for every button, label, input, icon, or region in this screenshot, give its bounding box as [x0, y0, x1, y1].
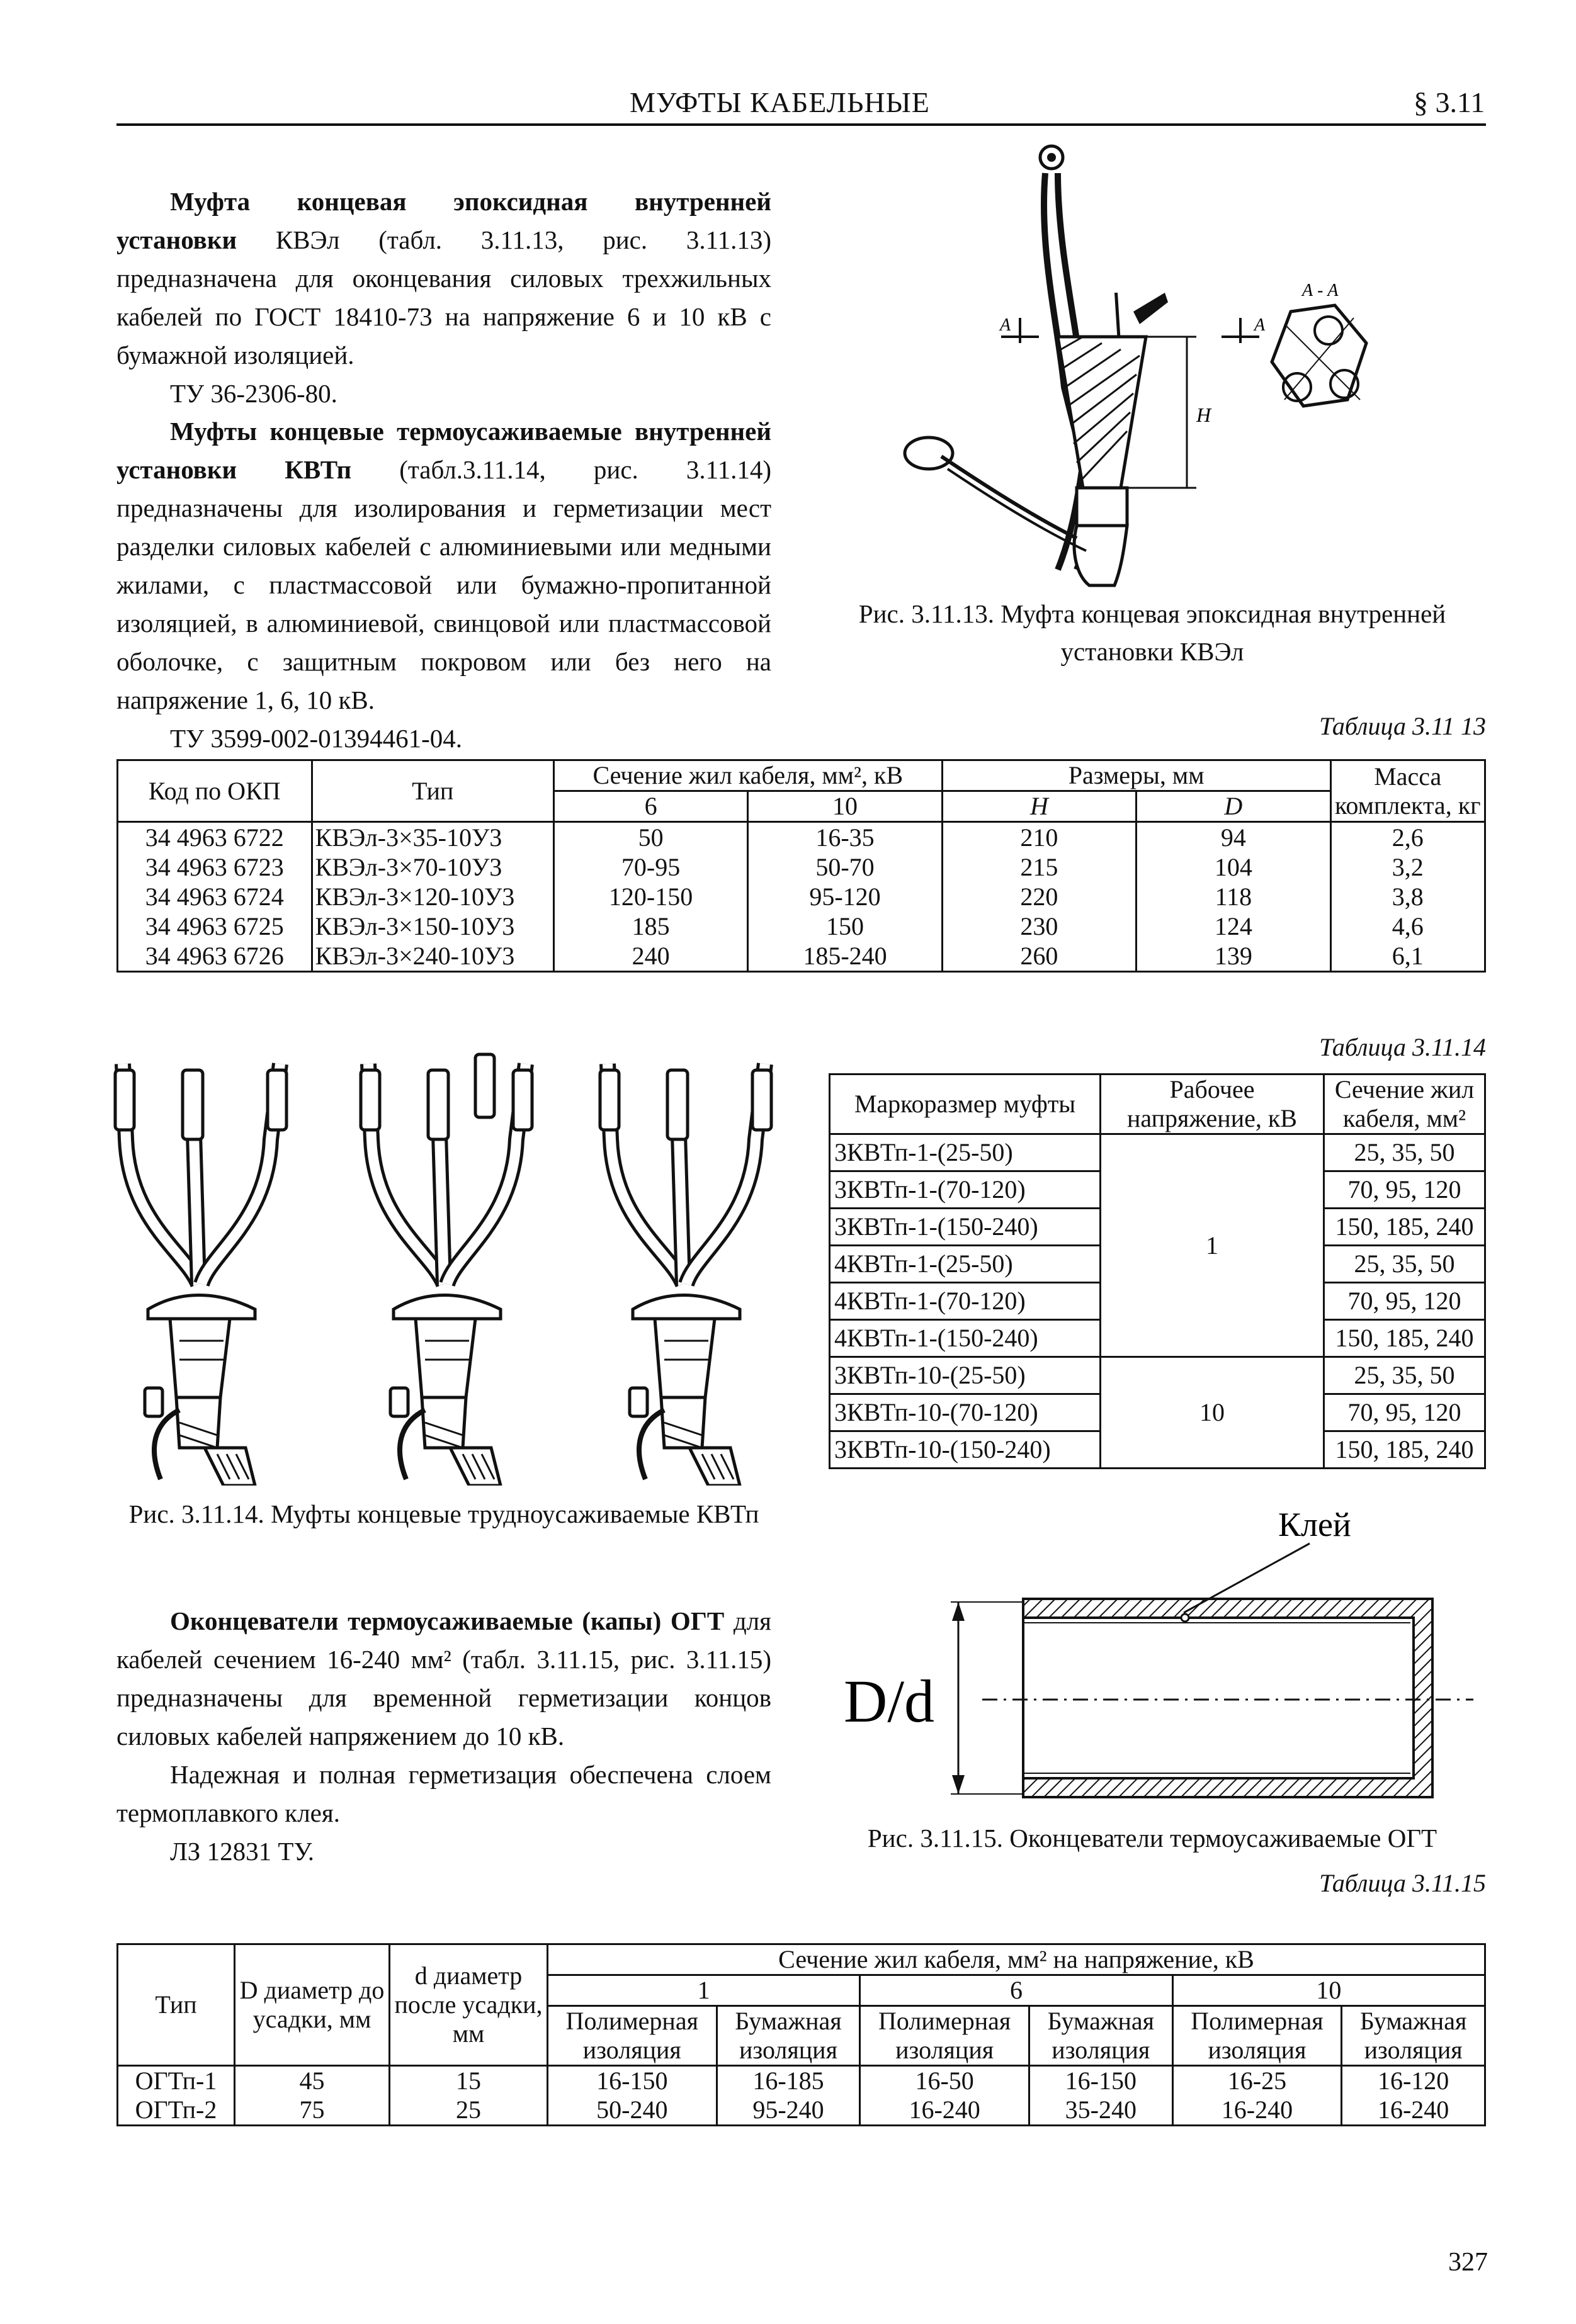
- dd-label: D/d: [844, 1667, 934, 1735]
- t14-h-voltage: Рабочее напряжение, кВ: [1101, 1075, 1324, 1134]
- table-row: [118, 911, 1485, 941]
- t14-h-section: Сечение жил кабеля, мм²: [1324, 1075, 1485, 1134]
- t13-H: 215: [942, 852, 1136, 882]
- t15-b10: 16-120: [1342, 2066, 1485, 2096]
- t13-h-D: D: [1137, 791, 1330, 822]
- table14-caption: Таблица 3.11.14: [1319, 1033, 1486, 1061]
- t13-code: 34 4963 6722: [118, 822, 312, 853]
- table-row: [118, 822, 1485, 853]
- t13-h-code: Код по ОКП: [118, 760, 312, 822]
- t15-b1: 16-185: [717, 2066, 860, 2096]
- t13-s6: 120-150: [553, 882, 747, 911]
- t13-H: 260: [942, 941, 1136, 972]
- kvel-title: Муфта концевая эпоксидная внутренней установки: [116, 187, 771, 254]
- t13-code: 34 4963 6726: [118, 941, 312, 972]
- t14-mark: 3КВТп-10-(70-120): [830, 1394, 1101, 1431]
- fig14-caption: Рис. 3.11.14. Муфты концевые трудноусаживаемые КВТп: [128, 1499, 759, 1528]
- t13-type: КВЭл-3×70-10У3: [312, 852, 553, 882]
- t14-section: 25, 35, 50: [1324, 1134, 1485, 1171]
- t13-h-dims: Размеры, мм: [942, 760, 1330, 791]
- t15-D: 45: [235, 2066, 390, 2096]
- t15-D: 75: [235, 2096, 390, 2126]
- t15-h-D: D диаметр до усадки, мм: [235, 1944, 390, 2066]
- ogt-text2: Надежная и полная герметизация обеспечена слоем термоплавкого клея.: [116, 1760, 771, 1827]
- t13-s10: 185-240: [748, 941, 942, 972]
- figure-3-11-15: [819, 1498, 1486, 1813]
- t14-mark: 4КВТп-1-(150-240): [830, 1320, 1101, 1357]
- figure-3-11-14: [110, 1045, 790, 1486]
- t15-h-poly: Полимерная изоляция: [548, 2006, 717, 2066]
- t14-h-mark: Маркоразмер муфты: [830, 1075, 1101, 1134]
- t15-p6: 16-50: [860, 2066, 1029, 2096]
- t15-h-6: 6: [860, 1975, 1172, 2006]
- t15-b6: 35-240: [1029, 2096, 1172, 2126]
- t15-type: ОГТп-2: [118, 2096, 235, 2126]
- page-number: 327: [1448, 2248, 1488, 2277]
- t13-mass: 4,6: [1330, 911, 1485, 941]
- page-header-title: МУФТЫ КАБЕЛЬНЫЕ: [630, 86, 930, 118]
- t14-section: 25, 35, 50: [1324, 1357, 1485, 1394]
- t14-mark: 4КВТп-1-(70-120): [830, 1283, 1101, 1320]
- t15-p1: 50-240: [548, 2096, 717, 2126]
- ogt-title: Оконцеватели термоусаживаемые (капы) ОГТ: [170, 1606, 725, 1635]
- t13-D: 104: [1137, 852, 1330, 882]
- section-mark-a-left: А: [1000, 315, 1011, 335]
- t13-h-6: 6: [553, 791, 747, 822]
- t13-type: КВЭл-3×120-10У3: [312, 882, 553, 911]
- t15-h-10: 10: [1172, 1975, 1485, 2006]
- t14-section: 150, 185, 240: [1324, 1431, 1485, 1469]
- glue-label: Клей: [1278, 1506, 1351, 1543]
- table-row: [118, 852, 1485, 882]
- table-row: [118, 941, 1485, 972]
- section-view-label: А - А: [1302, 281, 1339, 300]
- paragraph-ogt: [116, 1602, 771, 1871]
- t14-section: 150, 185, 240: [1324, 1209, 1485, 1246]
- t13-mass: 3,8: [1330, 882, 1485, 911]
- t15-p10: 16-25: [1172, 2066, 1342, 2096]
- table-row: [118, 882, 1485, 911]
- t14-mark: 3КВТп-10-(25-50): [830, 1357, 1101, 1394]
- t15-b6: 16-150: [1029, 2066, 1172, 2096]
- t13-s6: 70-95: [553, 852, 747, 882]
- t15-h-paper: Бумажная изоляция: [717, 2006, 860, 2066]
- t13-D: 139: [1137, 941, 1330, 972]
- t13-code: 34 4963 6723: [118, 852, 312, 882]
- t13-D: 118: [1137, 882, 1330, 911]
- t13-s6: 50: [553, 822, 747, 853]
- t13-D: 94: [1137, 822, 1330, 853]
- kvtp-text: (табл.3.11.14, рис. 3.11.14) предназначены для изолирования и герметизации мест разделки силовых кабелей с алюминиевыми или медными жилами, с пластмассовой или бумажно-пропитанной изоляцией, в алюминиевой, свинцовой или пластмассовой оболочке, с защитным покровом или без него на напряжение 1, 6, 10 кВ.: [116, 455, 771, 714]
- t13-s10: 150: [748, 911, 942, 941]
- t15-h-section: Сечение жил кабеля, мм² на напряжение, кВ: [548, 1944, 1485, 1975]
- t13-code: 34 4963 6725: [118, 911, 312, 941]
- table-row: [830, 1134, 1485, 1171]
- section-number: § 3.11: [1414, 86, 1485, 118]
- t13-h-H: Н: [942, 791, 1136, 822]
- table15-caption: Таблица 3.11.15: [1319, 1869, 1486, 1897]
- kvel-text: КВЭл (табл. 3.11.13, рис. 3.11.13) предназначена для оконцевания силовых трехжильных кабелей по ГОСТ 18410-73 на напряжение 6 и 10 кВ с бумажной изоляцией.: [116, 225, 771, 369]
- table13-caption: Таблица 3.11 13: [1319, 712, 1486, 740]
- t14-section: 150, 185, 240: [1324, 1320, 1485, 1357]
- t15-h-poly: Полимерная изоляция: [860, 2006, 1029, 2066]
- t15-d: 15: [390, 2066, 548, 2096]
- t15-h-paper: Бумажная изоляция: [1342, 2006, 1485, 2066]
- table-3-11-13: [116, 759, 1486, 973]
- t15-b10: 16-240: [1342, 2096, 1485, 2126]
- t13-h-section: Сечение жил кабеля, мм², кВ: [553, 760, 942, 791]
- dimension-h-label: Н: [1196, 403, 1211, 426]
- t13-h-type: Тип: [312, 760, 553, 822]
- t13-s6: 185: [553, 911, 747, 941]
- t13-h-10: 10: [748, 791, 942, 822]
- kvtp-title: Муфты концевые термоусаживаемые внутренней установки КВТп: [116, 417, 771, 484]
- t15-p1: 16-150: [548, 2066, 717, 2096]
- t13-H: 220: [942, 882, 1136, 911]
- t13-h-mass: Масса комплекта, кг: [1330, 760, 1485, 822]
- t13-type: КВЭл-3×150-10У3: [312, 911, 553, 941]
- table-row: [118, 2066, 1485, 2096]
- t13-s10: 50-70: [748, 852, 942, 882]
- t15-b1: 95-240: [717, 2096, 860, 2126]
- t13-D: 124: [1137, 911, 1330, 941]
- table-row: [830, 1357, 1485, 1394]
- t15-h-1: 1: [548, 1975, 860, 2006]
- t15-p10: 16-240: [1172, 2096, 1342, 2126]
- paragraph-kvel: [116, 183, 771, 413]
- fig13-caption: Рис. 3.11.13. Муфта концевая эпоксидная внутренней установки КВЭл: [858, 599, 1446, 666]
- t13-mass: 6,1: [1330, 941, 1485, 972]
- t13-type: КВЭл-3×240-10У3: [312, 941, 553, 972]
- t14-mark: 4КВТп-1-(25-50): [830, 1246, 1101, 1283]
- t15-d: 25: [390, 2096, 548, 2126]
- fig15-caption: Рис. 3.11.15. Оконцеватели термоусаживаемые ОГТ: [867, 1824, 1437, 1853]
- t15-p6: 16-240: [860, 2096, 1029, 2126]
- figure-3-11-13: [869, 135, 1486, 589]
- t15-h-paper: Бумажная изоляция: [1029, 2006, 1172, 2066]
- t13-s10: 16-35: [748, 822, 942, 853]
- ogt-tu: ЛЗ 12831 ТУ.: [170, 1837, 314, 1866]
- table-3-11-15: [116, 1943, 1486, 2126]
- t15-type: ОГТп-1: [118, 2066, 235, 2096]
- t14-mark: 3КВТп-1-(150-240): [830, 1209, 1101, 1246]
- table-3-11-14: [829, 1073, 1486, 1469]
- paragraph-kvtp: [116, 412, 771, 758]
- t14-voltage-10: 10: [1101, 1357, 1324, 1469]
- kvel-tu: ТУ 36-2306-80.: [170, 379, 337, 408]
- t15-h-poly: Полимерная изоляция: [1172, 2006, 1342, 2066]
- t13-H: 230: [942, 911, 1136, 941]
- t13-mass: 2,6: [1330, 822, 1485, 853]
- table-row: [118, 2096, 1485, 2126]
- t14-section: 70, 95, 120: [1324, 1283, 1485, 1320]
- t15-h-type: Тип: [118, 1944, 235, 2066]
- t14-section: 70, 95, 120: [1324, 1171, 1485, 1209]
- header-rule: [116, 123, 1486, 126]
- t13-s10: 95-120: [748, 882, 942, 911]
- t14-voltage-1: 1: [1101, 1134, 1324, 1357]
- t14-mark: 3КВТп-10-(150-240): [830, 1431, 1101, 1469]
- t13-code: 34 4963 6724: [118, 882, 312, 911]
- t14-section: 25, 35, 50: [1324, 1246, 1485, 1283]
- section-mark-a-right: А: [1254, 315, 1266, 335]
- t14-section: 70, 95, 120: [1324, 1394, 1485, 1431]
- t13-s6: 240: [553, 941, 747, 972]
- t14-mark: 3КВТп-1-(25-50): [830, 1134, 1101, 1171]
- t14-mark: 3КВТп-1-(70-120): [830, 1171, 1101, 1209]
- t13-H: 210: [942, 822, 1136, 853]
- t13-mass: 3,2: [1330, 852, 1485, 882]
- t13-type: КВЭл-3×35-10У3: [312, 822, 553, 853]
- ogt-text: для кабелей сечением 16-240 мм² (табл. 3.11.15, рис. 3.11.15) предназначены для временной герметизации концов силовых кабелей напряжением до 10 кВ.: [116, 1606, 771, 1751]
- t15-h-d: d диаметр после усадки, мм: [390, 1944, 548, 2066]
- kvtp-tu: ТУ 3599-002-01394461-04.: [170, 724, 463, 753]
